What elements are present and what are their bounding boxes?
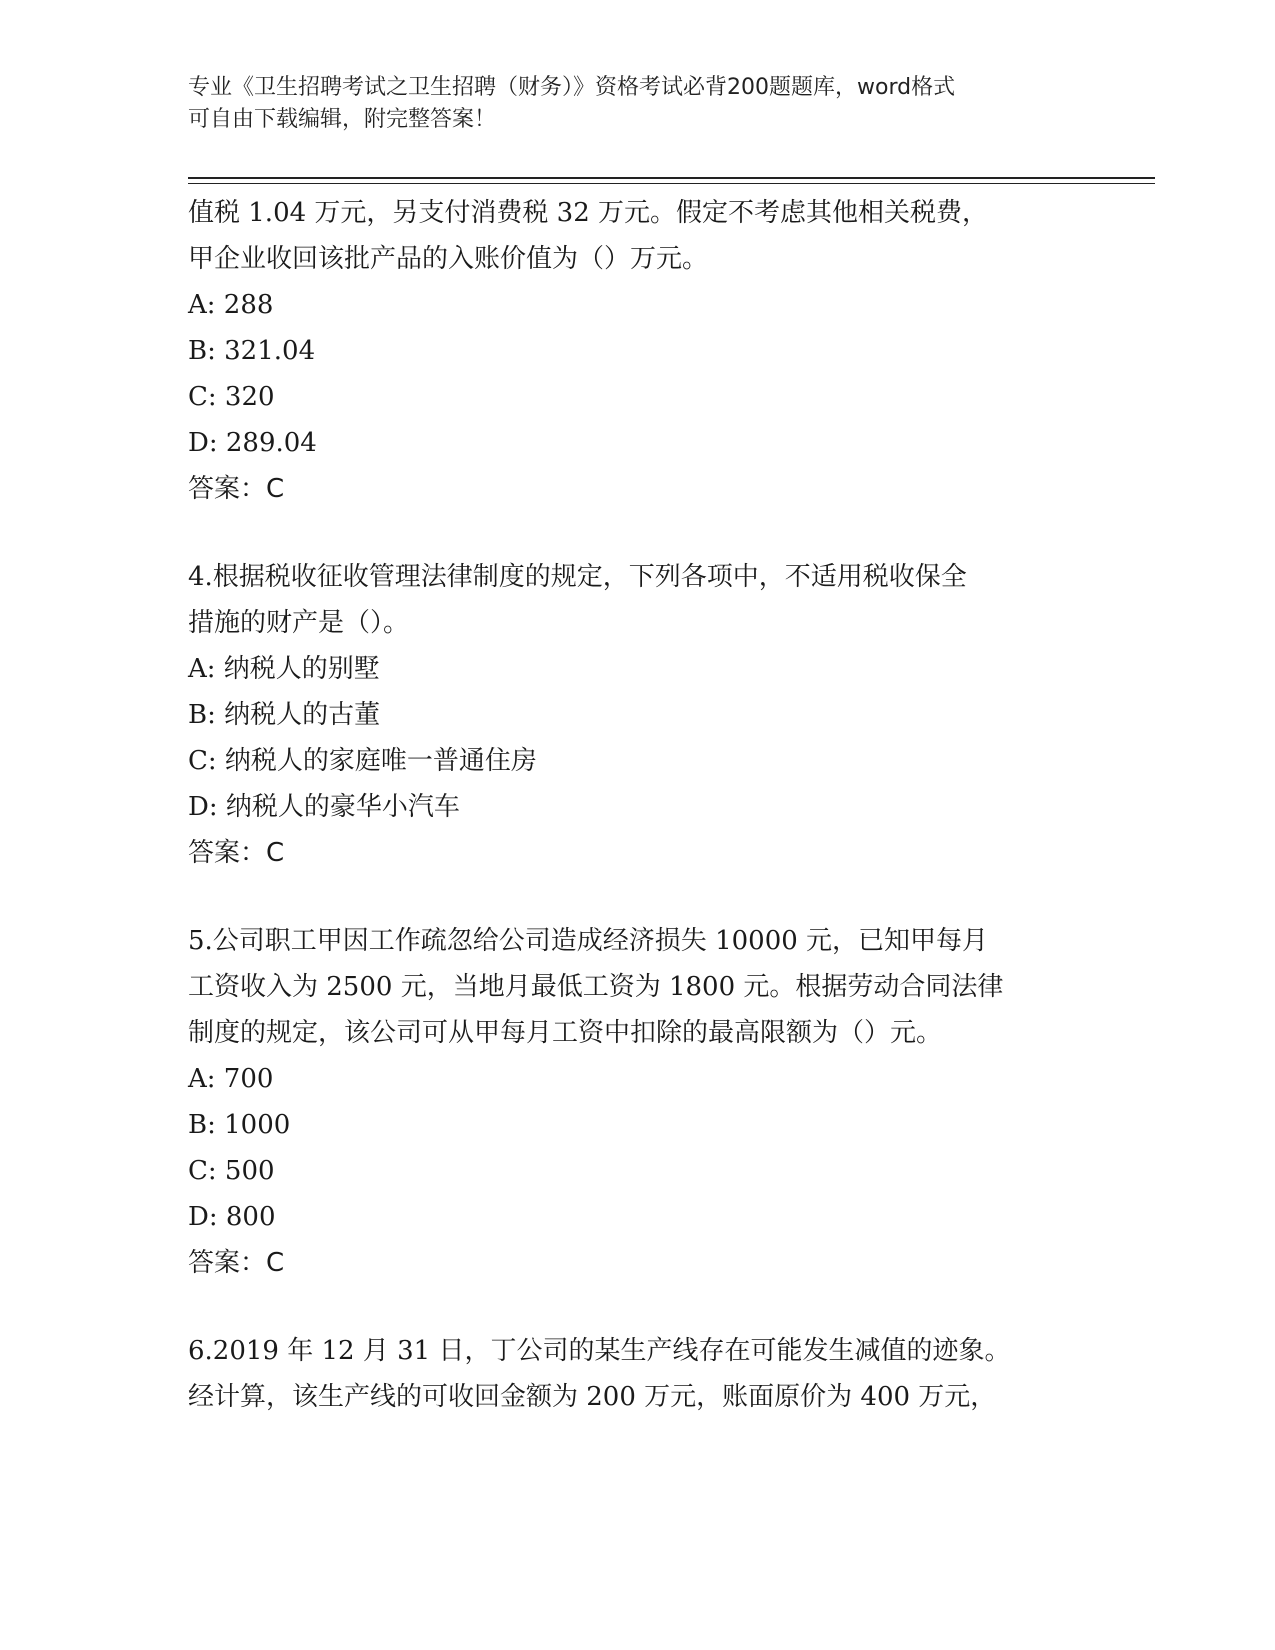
option-b: B: 321.04 (188, 336, 316, 366)
question-text: 措施的财产是（）。 (188, 608, 410, 638)
option-c: C: 纳税人的家庭唯一普通住房 (188, 746, 537, 776)
option-a: A: 288 (188, 290, 274, 320)
option-d: D: 289.04 (188, 428, 317, 458)
question-text: 制度的规定，该公司可从甲每月工资中扣除的最高限额为（）元。 (188, 1018, 943, 1048)
option-c: C: 320 (188, 382, 275, 412)
question-text: 5.公司职工甲因工作疏忽给公司造成经济损失 10000 元，已知甲每月 (188, 926, 989, 956)
question-text: 工资收入为 2500 元，当地月最低工资为 1800 元。根据劳动合同法律 (188, 972, 1004, 1002)
option-a: A: 700 (188, 1064, 274, 1094)
question-text: 4.根据税收征收管理法律制度的规定，下列各项中，不适用税收保全 (188, 562, 967, 592)
answer-line: 答案：C (188, 1248, 285, 1278)
question-text: 值税 1.04 万元，另支付消费税 32 万元。假定不考虑其他相关税费， (188, 198, 989, 228)
question-block (188, 554, 1088, 876)
header-rule-thin (188, 183, 1155, 184)
header-title-line-1: 专业《卫生招聘考试之卫生招聘（财务）》资格考试必背200题题库，word格式 (188, 75, 956, 100)
page-header (188, 72, 1088, 136)
answer-line: 答案：C (188, 838, 285, 868)
question-text: 甲企业收回该批产品的入账价值为（）万元。 (188, 244, 709, 274)
option-a: A: 纳税人的别墅 (188, 654, 380, 684)
question-list (188, 190, 1088, 1420)
question-block (188, 1328, 1088, 1420)
option-d: D: 800 (188, 1202, 276, 1232)
header-rule-thick (188, 177, 1155, 179)
answer-line: 答案：C (188, 474, 285, 504)
question-block (188, 918, 1088, 1286)
question-block (188, 190, 1088, 512)
option-b: B: 1000 (188, 1110, 291, 1140)
option-d: D: 纳税人的豪华小汽车 (188, 792, 460, 822)
option-c: C: 500 (188, 1156, 275, 1186)
header-title-line-2: 可自由下载编辑，附完整答案！ (188, 107, 497, 132)
question-text: 经计算，该生产线的可收回金额为 200 万元，账面原价为 400 万元， (188, 1382, 997, 1412)
question-text: 6.2019 年 12 月 31 日，丁公司的某生产线存在可能发生减值的迹象。 (188, 1336, 1011, 1366)
option-b: B: 纳税人的古董 (188, 700, 381, 730)
